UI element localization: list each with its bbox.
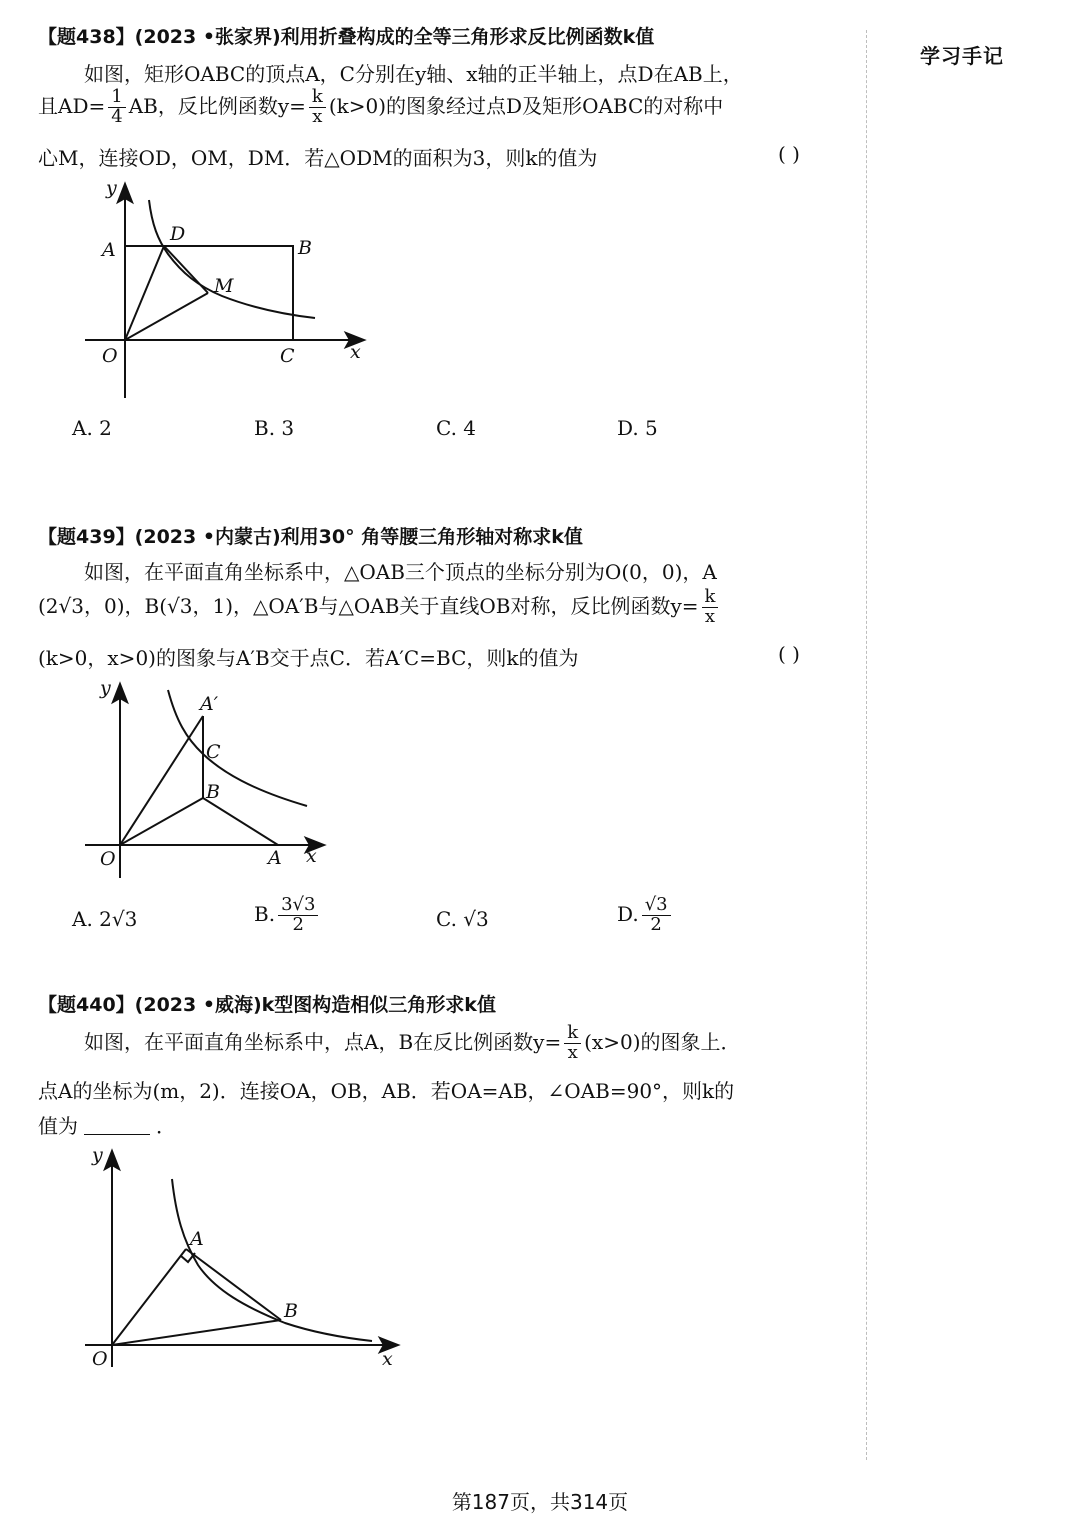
q439-label-A: A (268, 847, 282, 869)
q438-heading: 【题438】(2023 •张家界)利用折叠构成的全等三角形求反比例函数k值 (38, 26, 655, 48)
q438-line3: 心M，连接OD，OM，DM．若△ODM的面积为3，则k的值为 (38, 146, 598, 170)
q438-option-c[interactable]: C. 4 (436, 416, 477, 440)
q438-option-d[interactable]: D. 5 (617, 416, 658, 440)
q439-answer-paren: ( ) (778, 642, 800, 666)
q438-segment-OM (125, 293, 208, 340)
q440-heading: 【题440】(2023 •威海)k型图构造相似三角形求k值 (38, 994, 496, 1016)
q439-hyperbola (168, 690, 307, 806)
q439-heading: 【题439】(2023 •内蒙古)利用30° 角等腰三角形轴对称求k值 (38, 526, 583, 548)
q438-frac-k-x: $\frac{k}{x}$ (309, 88, 326, 127)
q438-figure (0, 170, 400, 405)
q438-label-M: M (214, 275, 234, 297)
q438-segment-OD (125, 246, 164, 340)
q438-line1: 如图，矩形OABC的顶点A，C分别在y轴、x轴的正半轴上，点D在AB上， (84, 62, 743, 86)
q438-answer-paren: ( ) (778, 142, 800, 166)
q438-line2a: 且AD= (38, 93, 106, 118)
q440-label-O: O (92, 1348, 108, 1370)
q440-label-A: A (190, 1228, 204, 1250)
q438-label-B: B (298, 237, 312, 259)
q438-label-D: D (170, 223, 186, 245)
q438-label-y: y (106, 177, 117, 199)
q439-label-O: O (100, 848, 116, 870)
q440-label-x: x (382, 1348, 393, 1370)
q439-line3: (k>0，x>0)的图象与A′B交于点C．若A′C=BC，则k的值为 (38, 646, 579, 670)
q439-segment-BA (203, 798, 278, 845)
q440-line1b: (x>0)的图象上． (584, 1029, 741, 1054)
q439-label-A-prime: A′ (200, 693, 219, 715)
q439-figure (0, 670, 360, 885)
q438-option-a[interactable]: A. 2 (72, 416, 112, 440)
page-footer: 第187页，共314页 (451, 1490, 629, 1514)
q440-label-B: B (284, 1300, 298, 1322)
q438-label-C: C (280, 345, 295, 367)
q440-segment-AB (186, 1249, 281, 1320)
q439-label-x: x (306, 845, 317, 867)
q439-frac-k-x: $\frac{k}{x}$ (702, 588, 719, 627)
q439-option-c[interactable]: C. √3 (436, 907, 489, 931)
q439-option-a[interactable]: A. 2√3 (72, 907, 138, 931)
q439-segment-OA-prime (120, 716, 203, 845)
q439-option-d-frac: $\frac{√3}{2}$ (642, 896, 671, 935)
q439-option-b-frac: $\frac{3√3}{2}$ (278, 896, 318, 935)
q440-line3-text: 值为 (38, 1114, 78, 1138)
q440-label-y: y (92, 1144, 103, 1166)
q439-line2 (38, 588, 721, 627)
q439-segment-OB (120, 798, 203, 845)
q438-hyperbola (149, 200, 315, 318)
q438-line2c: (k>0)的图象经过点D及矩形OABC的对称中 (328, 93, 724, 118)
q438-label-A: A (102, 239, 116, 261)
q438-label-O: O (102, 345, 118, 367)
q439-label-y: y (100, 677, 111, 699)
q439-option-b[interactable]: B. $\frac{3√3}{2}$ (254, 896, 321, 935)
notes-title: 学习手记 (920, 44, 1004, 68)
q438-option-b[interactable]: B. 3 (254, 416, 295, 440)
q438-line2 (38, 88, 723, 127)
q439-label-B: B (206, 781, 220, 803)
q440-line1 (84, 1024, 741, 1063)
notes-divider (866, 30, 867, 1460)
q440-line3-end: ． (156, 1114, 176, 1138)
q439-line2a: (2√3，0)，B(√3，1)，△OA′B与△OAB关于直线OB对称，反比例函数y= (38, 593, 699, 618)
q439-option-d[interactable]: D. $\frac{√3}{2}$ (617, 896, 674, 935)
q438-label-x: x (350, 341, 361, 363)
q440-figure (0, 1135, 420, 1375)
q438-frac-1-4: $\frac{1}{4}$ (108, 88, 125, 127)
q440-line2: 点A的坐标为(m，2)．连接OA，OB，AB．若OA=AB，∠OAB=90°，则k的 (38, 1079, 735, 1103)
q440-frac-k-x: $\frac{k}{x}$ (564, 1024, 581, 1063)
q438-line2b: AB，反比例函数y= (128, 93, 306, 118)
q439-label-C: C (206, 741, 221, 763)
q439-line1: 如图，在平面直角坐标系中，△OAB三个顶点的坐标分别为O(0，0)，A (84, 560, 717, 584)
q440-segment-OA (112, 1249, 186, 1345)
q440-segment-OB (112, 1320, 281, 1345)
q440-line1a: 如图，在平面直角坐标系中，点A，B在反比例函数y= (84, 1029, 562, 1054)
